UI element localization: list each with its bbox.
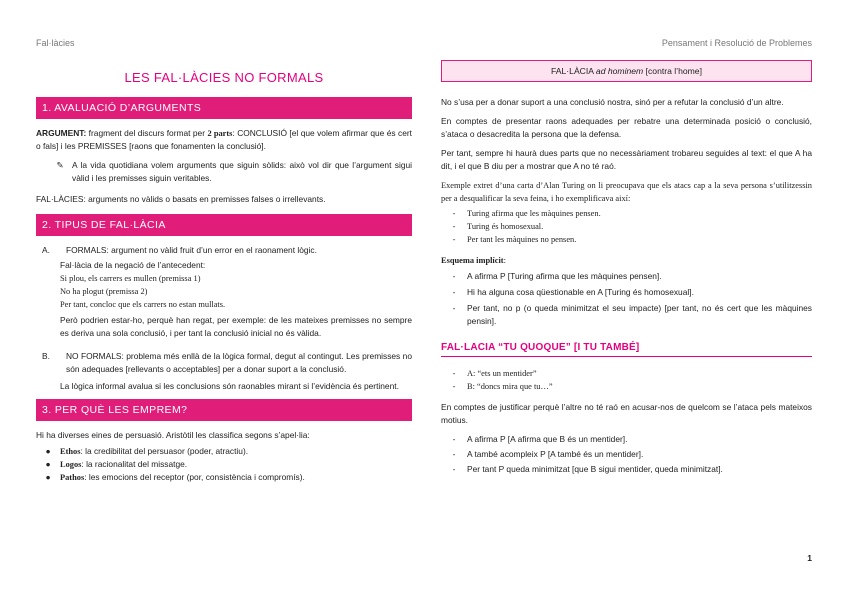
list-item: - A també acompleix P [A també és un mentider]. bbox=[452, 449, 644, 459]
informal-explanation: La lògica informal avalua si les conclusions són raonables mirant si l’evidència és pertinent. bbox=[60, 381, 399, 391]
informal-item bbox=[36, 350, 412, 376]
argument-definition bbox=[36, 127, 412, 153]
formal-example-line: Si plou, els carrers es mullen (premissa 1) bbox=[60, 274, 201, 283]
formal-example bbox=[36, 259, 412, 340]
page-title: LES FAL·LÀCIES NO FORMALS bbox=[124, 70, 324, 85]
persuasion-intro: Hi ha diverses eines de persuasió. Aristòtil les classifica segons s’apel·lia: bbox=[36, 430, 310, 440]
implicit-title: Esquema implícit bbox=[441, 256, 504, 265]
logos-desc: : la racionalitat del missatge. bbox=[81, 459, 188, 469]
formal-text: FORMALS: argument no vàlid fruit d’un error en el raonament lògic. bbox=[66, 245, 317, 255]
ad-hominem-suffix: [contra l’home] bbox=[643, 66, 702, 76]
section-3-heading: 3. PER QUÈ LES EMPREM? bbox=[36, 399, 412, 421]
argument-text-1: fragment del discurs format per bbox=[86, 128, 208, 138]
ad-hominem-title-box bbox=[441, 60, 812, 82]
implicit-colon: : bbox=[503, 256, 506, 265]
ad-hominem-italic: ad hominem bbox=[595, 66, 644, 76]
quotidian-bullet bbox=[36, 159, 412, 185]
list-item: - A afirma P [A afirma que B és un mentider]. bbox=[452, 434, 628, 444]
fallacies-definition: FAL·LÀCIES: arguments no vàlids o basats en premisses falses o irrellevants. bbox=[36, 194, 326, 204]
ad-hominem-prefix: FAL·LÀCIA bbox=[551, 66, 596, 76]
header-right: Pensament i Resolució de Problemes bbox=[661, 38, 812, 48]
tu-quoque-heading: FAL·LACIA “TU QUOQUE” [I TU TAMBÉ] bbox=[441, 342, 812, 357]
bullet-dot-icon: ● bbox=[45, 446, 51, 456]
argument-text-2: : CONCLUSIÓ [el que volem afirmar que és cert o fals] i les PREMISSES [raons que fonamenten la conclusió]. bbox=[36, 128, 412, 151]
list-item: - Turing afirma que les màquines pensen. bbox=[452, 209, 601, 218]
tu-quoque-dialogue bbox=[441, 367, 812, 393]
ethos-item bbox=[36, 445, 412, 458]
tu-quoque-schema bbox=[441, 433, 812, 476]
section-1-heading: 1. AVALUACIÓ D’ARGUMENTS bbox=[36, 97, 412, 119]
ethos-term: Ethos bbox=[60, 447, 81, 456]
logos-term: Logos bbox=[60, 460, 82, 469]
formal-letter: A. bbox=[42, 245, 50, 255]
turing-example-list bbox=[441, 207, 812, 246]
formal-item bbox=[36, 244, 412, 257]
list-item: - Turing és homosexual. bbox=[452, 222, 544, 231]
implicit-schema-list bbox=[441, 270, 812, 328]
list-item: - A afirma P [Turing afirma que les màquines pensen]. bbox=[452, 271, 662, 281]
section-2-heading: 2. TIPUS DE FAL·LÀCIA bbox=[36, 214, 412, 236]
informal-letter: B. bbox=[42, 351, 50, 361]
left-column bbox=[36, 66, 412, 484]
pencil-icon: ✎ bbox=[56, 160, 64, 170]
ad-hominem-p3: Per tant, sempre hi haurà dues parts que no necessàriament trobareu seguides al text: el que A ha dit, i el que B diu per a mostrar que A no té raó. bbox=[441, 148, 812, 171]
list-item: - Per tant P queda minimitzat [que B sigui mentider, queda minimitzat]. bbox=[452, 464, 723, 474]
argument-label: ARGUMENT: bbox=[36, 128, 87, 138]
formal-example-line: Fal·làcia de la negació de l’antecedent: bbox=[60, 260, 206, 270]
list-item: - Hi ha alguna cosa qüestionable en A [Turing és homosexual]. bbox=[452, 287, 694, 297]
quotidian-text: A la vida quotidiana volem arguments que siguin sòlids: això vol dir que l’argument sigui vàlid i les premisses siguin veritables. bbox=[72, 160, 412, 183]
right-column bbox=[441, 60, 812, 482]
page-number: 1 bbox=[807, 553, 812, 563]
formal-explanation: Però podrien estar-ho, perquè han regat, per exemple: de les mateixes premisses no sempre es deriva una sola conclusió, i per tant la conclusió inicial no és vàlida. bbox=[60, 315, 412, 338]
logos-item bbox=[36, 458, 412, 471]
pathos-desc: : les emocions del receptor (por, consistència i compromís). bbox=[84, 472, 305, 482]
ethos-desc: : la credibilitat del persuasor (poder, atractiu). bbox=[80, 446, 249, 456]
informal-text: NO FORMALS: problema més enllà de la lògica formal, degut al contingut. Les premisses no són adequades [rellevants o acceptables] per a donar suport a la conclusió. bbox=[66, 351, 412, 374]
argument-bold-parts: 2 parts bbox=[207, 129, 233, 138]
formal-example-line: Per tant, concloc que els carrers no estan mullats. bbox=[60, 300, 226, 309]
list-item: - B: “doncs mira que tu…” bbox=[452, 382, 553, 391]
implicit-schema-heading bbox=[441, 254, 812, 267]
ad-hominem-p1: No s’usa per a donar suport a una conclusió nostra, sinó per a refutar la conclusió d’un altre. bbox=[441, 97, 784, 107]
list-item: - A: “ets un mentider” bbox=[452, 369, 537, 378]
pathos-item bbox=[36, 471, 412, 484]
pathos-term: Pathos bbox=[60, 473, 85, 482]
turing-example-intro: Exemple extret d’una carta d’Alan Turing on li preocupava que els atacs cap a la seva persona s’utilitzessin per a desqualificar la seva feina, i ho exemplificava així: bbox=[441, 181, 812, 203]
ad-hominem-p2: En comptes de presentar raons adequades per rebatre una determinada posició o conclusió, s’ataca o desacredita la persona que la defensa. bbox=[441, 116, 812, 139]
formal-example-line: No ha plogut (premissa 2) bbox=[60, 287, 148, 296]
tu-quoque-explanation: En comptes de justificar perquè l’altre no té raó en acusar-nos de quelcom se l’ataca pels mateixos motius. bbox=[441, 402, 812, 425]
header-left: Fal·làcies bbox=[36, 38, 75, 48]
bullet-dot-icon: ● bbox=[45, 459, 51, 469]
list-item: - Per tant les màquines no pensen. bbox=[452, 235, 577, 244]
bullet-dot-icon: ● bbox=[45, 472, 51, 482]
list-item: - Per tant, no p (o queda minimitzat el seu impacte) [per tant, no és cert que les màquines pensin]. bbox=[452, 303, 812, 326]
